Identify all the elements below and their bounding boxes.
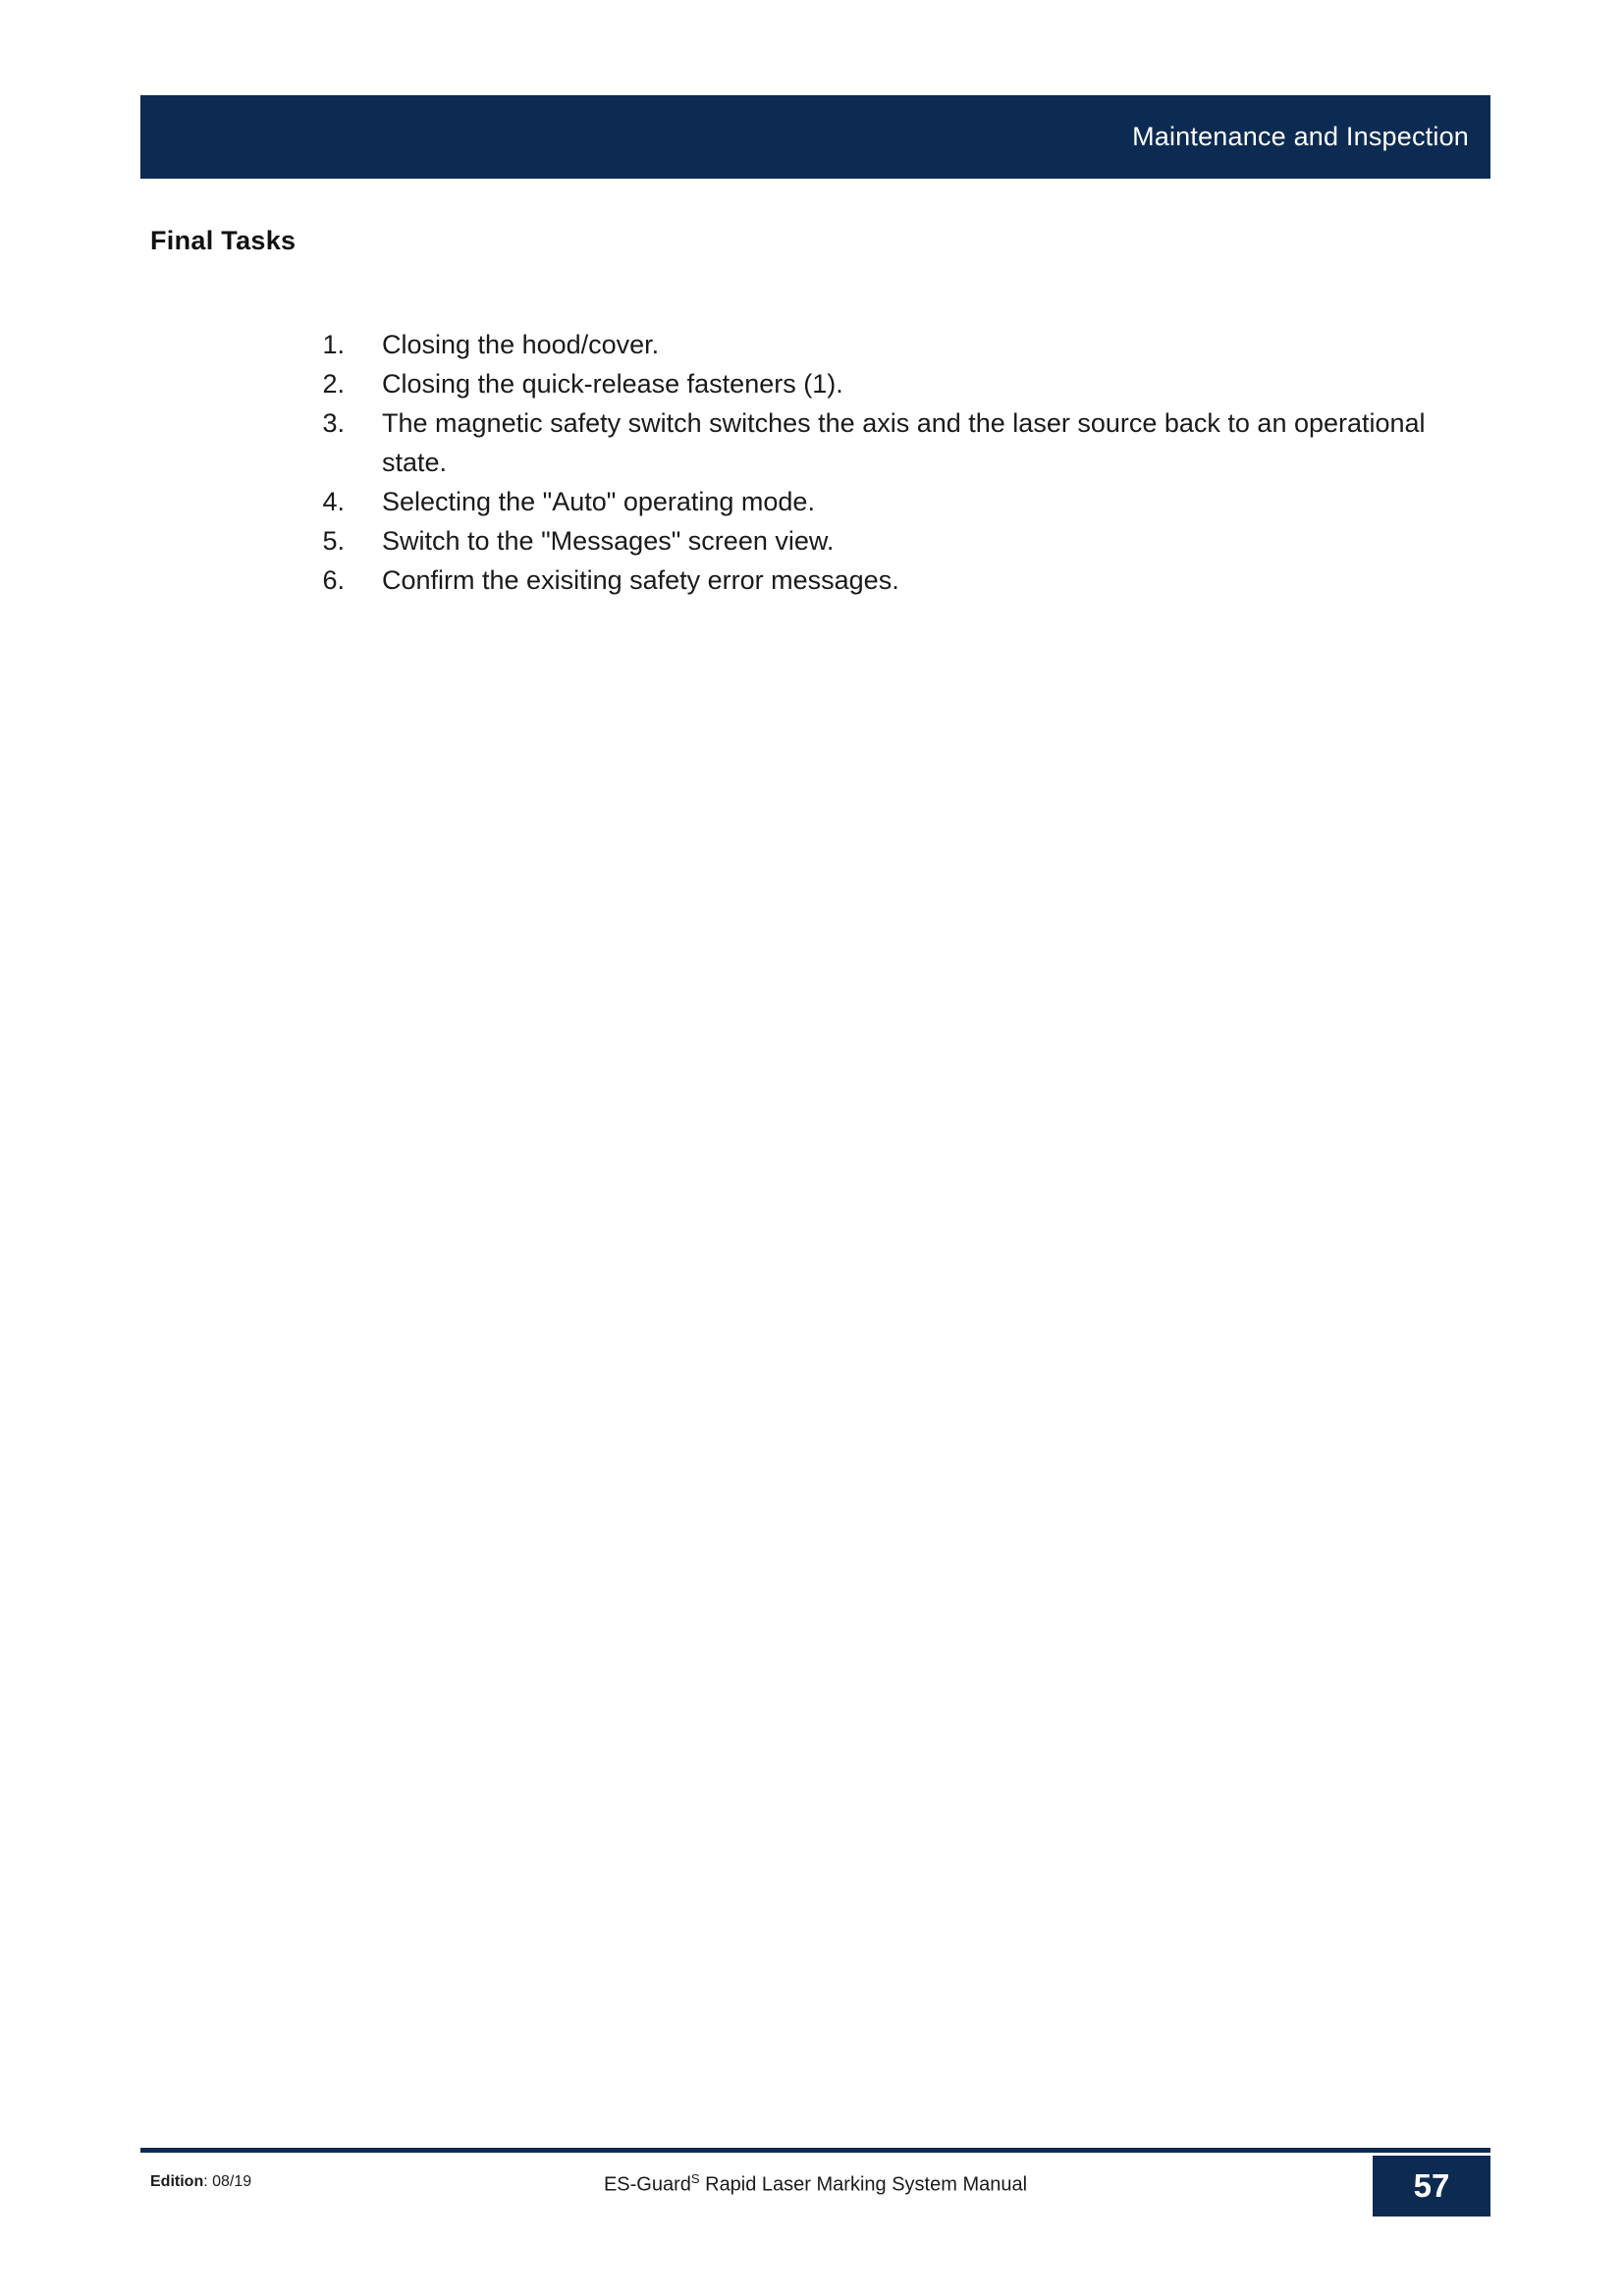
- section-title: Final Tasks: [150, 226, 297, 255]
- footer-title-superscript: S: [690, 2171, 700, 2186]
- list-item: [140, 325, 1490, 364]
- list-item-number: 2.: [322, 369, 345, 399]
- list-item: [140, 364, 1490, 403]
- final-tasks-list: [140, 325, 1490, 600]
- list-item-text: Closing the hood/cover.: [382, 330, 660, 359]
- footer-title-pre: ES-Guard: [603, 2173, 691, 2196]
- list-item-text: Closing the quick-release fasteners (1).: [382, 369, 843, 399]
- list-item-number: 4.: [322, 487, 345, 516]
- footer-document-title: [140, 2171, 1490, 2197]
- list-item-number: 5.: [322, 526, 345, 556]
- list-item-number: 3.: [322, 408, 345, 438]
- page-header: [140, 95, 1490, 179]
- list-item: [140, 561, 1490, 600]
- list-item-text: Selecting the "Auto" operating mode.: [382, 487, 815, 516]
- list-item-text: Switch to the "Messages" screen view.: [382, 526, 835, 556]
- footer-divider: [140, 2148, 1490, 2153]
- list-item-number: 6.: [322, 565, 345, 595]
- footer-edition-label: Edition: [150, 2173, 204, 2190]
- list-item: [140, 521, 1490, 561]
- list-item-text: Confirm the exisiting safety error messages.: [382, 565, 899, 595]
- list-item-text: The magnetic safety switch switches the axis and the laser source back to an operational state.: [382, 408, 1426, 477]
- footer-title-post: Rapid Laser Marking System Manual: [699, 2173, 1028, 2196]
- page-number-badge: 57: [1373, 2156, 1490, 2216]
- list-item: [140, 403, 1490, 482]
- page-footer: [140, 2156, 1490, 2216]
- list-item: [140, 482, 1490, 521]
- list-item-number: 1.: [322, 330, 345, 359]
- footer-edition-value: : 08/19: [203, 2173, 252, 2190]
- header-title: Maintenance and Inspection: [1132, 122, 1469, 151]
- page-content: [140, 226, 1490, 600]
